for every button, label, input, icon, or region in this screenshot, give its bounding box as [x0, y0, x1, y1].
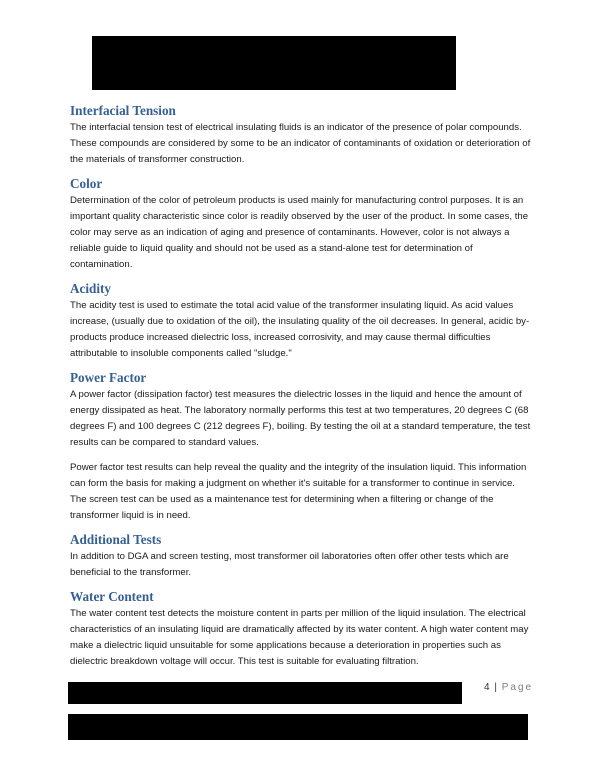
section-paragraph: Power factor test results can help reveal the quality and the integrity of the insulation liquid. This information can form the basis for making a judgment on whether it's suitable for a transformer to continue in service. The screen test can be used as a maintenance test for determining when a filtering or change of the transformer liquid is in need.: [70, 462, 527, 521]
section-paragraph: The interfacial tension test of electrical insulating fluids is an indicator of the presence of polar compounds. These compounds are considered by some to be an indicator of contaminants of oxidation or deterioration of the materials of transformer construction.: [70, 122, 531, 165]
redacted-header-block: [92, 36, 456, 90]
section-water-content: [70, 589, 532, 670]
section-heading: Water Content: [70, 589, 154, 604]
page-word: Page: [501, 682, 534, 693]
section-additional-tests: [70, 532, 532, 581]
section-paragraph: The water content test detects the moisture content in parts per million of the liquid insulation. The electrical characteristics of an insulating liquid are dramatically affected by its water content. A high water content may make a dielectric liquid unsuitable for some applications because a deterioration in properties such as dielectric breakdown voltage will occur. This test is suitable for evaluating filtration.: [70, 608, 529, 667]
section-paragraph: In addition to DGA and screen testing, most transformer oil laboratories often offer other tests which are beneficial to the transformer.: [70, 551, 509, 578]
document-body: [70, 103, 532, 678]
section-heading: Additional Tests: [70, 532, 162, 547]
redacted-footer-block: [68, 682, 462, 704]
page-number-value: 4: [484, 682, 491, 693]
redacted-footer-block: [68, 714, 528, 740]
section-heading: Interfacial Tension: [70, 103, 176, 118]
section-paragraph: Determination of the color of petroleum products is used mainly for manufacturing control purposes. It is an important quality characteristic since color is readily observed by the user of the product. In some cases, the color may serve as an indication of aging and presence of contaminants. However, color is not always a reliable guide to liquid quality and should not be used as a stand-alone test for determination of contamination.: [70, 195, 529, 270]
section-heading: Power Factor: [70, 370, 147, 385]
page-number: [484, 682, 533, 693]
page-number-separator: |: [494, 682, 498, 693]
section-paragraph: The acidity test is used to estimate the total acid value of the transformer insulating liquid. As acid values increase, (usually due to oxidation of the oil), the insulating quality of the oil decreases. In general, acidic by-products produce increased dielectric loss, increased corrosivity, and may cause thermal difficulties attributable to insoluble components called "sludge.": [70, 300, 530, 359]
section-acidity: [70, 281, 532, 362]
section-power-factor: [70, 370, 532, 524]
section-heading: Acidity: [70, 281, 112, 296]
section-interfacial-tension: [70, 103, 532, 168]
section-color: [70, 176, 532, 273]
section-heading: Color: [70, 176, 103, 191]
section-paragraph: A power factor (dissipation factor) test measures the dielectric losses in the liquid and hence the amount of energy dissipated as heat. The laboratory normally performs this test at two temperatures, 20 degrees C (68 degrees F) and 100 degrees C (212 degrees F), boiling. By testing the oil at a standard temperature, the test results can be compared to standard values.: [70, 389, 531, 448]
